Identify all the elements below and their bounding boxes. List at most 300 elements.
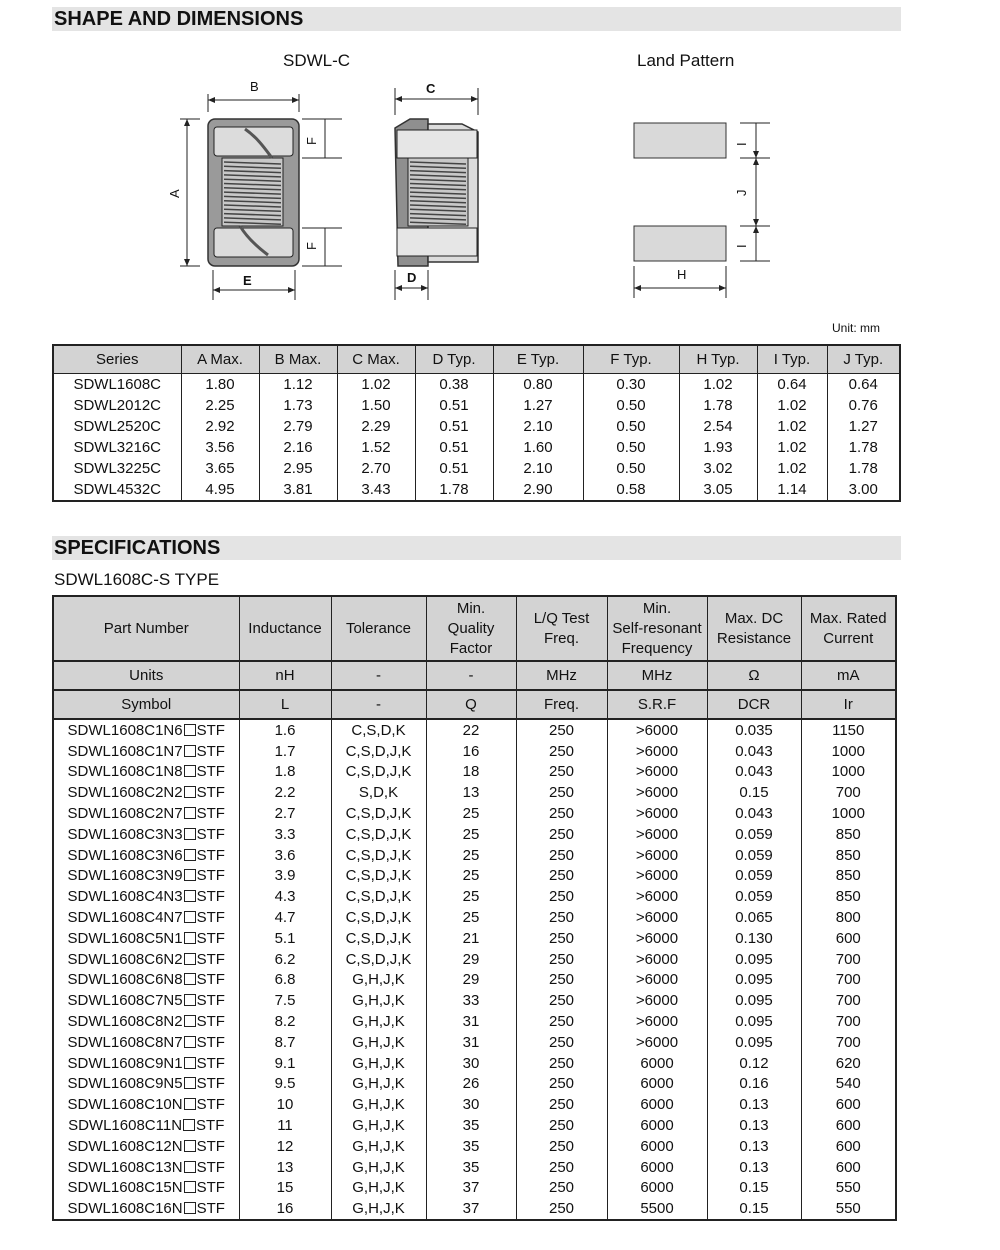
- spec-cell: 250: [516, 1115, 607, 1136]
- spec-cell: 250: [516, 970, 607, 991]
- part-number-cell: [53, 949, 239, 970]
- spec-header-cell: [53, 596, 239, 661]
- spec-cell: 250: [516, 845, 607, 866]
- part-number-prefix: SDWL1608C15N: [67, 1179, 183, 1197]
- table-row: [53, 479, 900, 501]
- dim-cell: 3.05: [679, 479, 757, 501]
- dim-cell: 2.16: [259, 437, 337, 458]
- spec-cell: C,S,D,J,K: [331, 803, 426, 824]
- spec-cell: 35: [426, 1136, 516, 1157]
- spec-cell: 6.8: [239, 970, 331, 991]
- dim-cell: 2.92: [181, 416, 259, 437]
- table-row: [53, 1198, 896, 1220]
- part-number-prefix: SDWL1608C6N8: [67, 971, 183, 989]
- spec-cell: G,H,J,K: [331, 990, 426, 1011]
- dim-cell: 0.58: [583, 479, 679, 501]
- spec-cell: >6000: [607, 845, 707, 866]
- part-number-cell: [53, 782, 239, 803]
- tolerance-placeholder-box: [184, 953, 196, 965]
- spec-cell: >6000: [607, 824, 707, 845]
- part-number-suffix: STF: [196, 1033, 225, 1051]
- table-row: [53, 990, 896, 1011]
- dim-cell: 3.65: [181, 458, 259, 479]
- spec-units-cell: nH: [239, 661, 331, 690]
- spec-cell: 5.1: [239, 928, 331, 949]
- spec-cell: 0.095: [707, 970, 801, 991]
- spec-header-cell: [707, 596, 801, 661]
- table-row: [53, 741, 896, 762]
- dim-cell: 0.80: [493, 374, 583, 396]
- dim-cell: 1.02: [757, 458, 827, 479]
- spec-cell: 550: [801, 1198, 896, 1220]
- dim-cell: 1.78: [827, 458, 900, 479]
- spec-cell: 6000: [607, 1157, 707, 1178]
- tolerance-placeholder-box: [184, 765, 196, 777]
- label-h: H: [677, 267, 687, 282]
- spec-cell: G,H,J,K: [331, 1115, 426, 1136]
- spec-cell: 18: [426, 762, 516, 783]
- dim-cell: 2.29: [337, 416, 415, 437]
- spec-cell: 0.130: [707, 928, 801, 949]
- dim-cell: 1.78: [415, 479, 493, 501]
- dim-cell: 2.90: [493, 479, 583, 501]
- table-row: [53, 1115, 896, 1136]
- table-row: [53, 824, 896, 845]
- spec-cell: 250: [516, 782, 607, 803]
- spec-cell: 600: [801, 1094, 896, 1115]
- spec-symbols-cell: Q: [426, 690, 516, 719]
- table-row: [53, 1178, 896, 1199]
- dim-header-cell: B Max.: [259, 345, 337, 374]
- dim-cell: SDWL3216C: [53, 437, 181, 458]
- spec-cell: 0.15: [707, 1178, 801, 1199]
- dim-header-cell: H Typ.: [679, 345, 757, 374]
- spec-cell: 1.8: [239, 762, 331, 783]
- part-number-prefix: SDWL1608C8N7: [67, 1033, 183, 1051]
- dim-cell: SDWL1608C: [53, 374, 181, 396]
- spec-header-line: Min.: [456, 599, 486, 617]
- label-f-top: F: [304, 137, 319, 145]
- tolerance-placeholder-box: [184, 1140, 196, 1152]
- dim-cell: 1.12: [259, 374, 337, 396]
- land-pattern-title: Land Pattern: [637, 51, 735, 70]
- spec-cell: 3.9: [239, 866, 331, 887]
- dim-cell: 0.64: [757, 374, 827, 396]
- dim-cell: 2.70: [337, 458, 415, 479]
- spec-cell: C,S,D,J,K: [331, 949, 426, 970]
- dim-cell: 0.50: [583, 458, 679, 479]
- dim-cell: 1.73: [259, 395, 337, 416]
- dim-cell: 3.43: [337, 479, 415, 501]
- spec-cell: 250: [516, 803, 607, 824]
- tolerance-placeholder-box: [184, 932, 196, 944]
- spec-header-line: Part Number: [103, 619, 189, 637]
- spec-cell: 4.3: [239, 886, 331, 907]
- spec-cell: 0.16: [707, 1074, 801, 1095]
- part-number-cell: [53, 1136, 239, 1157]
- spec-cell: 250: [516, 866, 607, 887]
- spec-cell: >6000: [607, 928, 707, 949]
- part-number-prefix: SDWL1608C6N2: [67, 950, 183, 968]
- spec-cell: 6000: [607, 1074, 707, 1095]
- part-number-prefix: SDWL1608C2N2: [67, 784, 183, 802]
- part-number-prefix: SDWL1608C16N: [67, 1200, 183, 1218]
- spec-cell: >6000: [607, 803, 707, 824]
- part-number-prefix: SDWL1608C11N: [68, 1117, 183, 1135]
- spec-header-line: Max. Rated: [809, 609, 887, 627]
- spec-cell: 6000: [607, 1115, 707, 1136]
- spec-cell: >6000: [607, 1032, 707, 1053]
- spec-cell: C,S,D,J,K: [331, 928, 426, 949]
- dim-cell: 3.02: [679, 458, 757, 479]
- spec-units-cell: Ω: [707, 661, 801, 690]
- tolerance-placeholder-box: [184, 1015, 196, 1027]
- part-number-prefix: SDWL1608C13N: [67, 1158, 183, 1176]
- spec-section-title: SPECIFICATIONS: [54, 537, 221, 559]
- dim-cell: 2.10: [493, 416, 583, 437]
- spec-cell: 4.7: [239, 907, 331, 928]
- spec-cell: 25: [426, 866, 516, 887]
- table-row: [53, 458, 900, 479]
- spec-units-cell: -: [331, 661, 426, 690]
- tolerance-placeholder-box: [184, 1036, 196, 1048]
- tolerance-placeholder-box: [184, 1057, 196, 1069]
- part-number-suffix: STF: [196, 1137, 225, 1155]
- label-i-bottom: I: [734, 244, 749, 248]
- spec-cell: C,S,D,J,K: [331, 845, 426, 866]
- spec-cell: C,S,D,J,K: [331, 907, 426, 928]
- table-row: [53, 762, 896, 783]
- spec-cell: 600: [801, 1157, 896, 1178]
- table-row: [53, 416, 900, 437]
- spec-cell: 850: [801, 866, 896, 887]
- part-number-suffix: STF: [196, 1117, 225, 1135]
- spec-cell: 3.6: [239, 845, 331, 866]
- spec-cell: >6000: [607, 782, 707, 803]
- spec-cell: C,S,D,J,K: [331, 886, 426, 907]
- part-number-cell: [53, 845, 239, 866]
- table-row: [53, 866, 896, 887]
- dim-cell: 2.25: [181, 395, 259, 416]
- spec-units-cell: mA: [801, 661, 896, 690]
- dim-header-cell: A Max.: [181, 345, 259, 374]
- spec-cell: 250: [516, 762, 607, 783]
- spec-cell: 250: [516, 1178, 607, 1199]
- dim-cell: 1.93: [679, 437, 757, 458]
- spec-header-row: [53, 596, 896, 661]
- spec-cell: 5500: [607, 1198, 707, 1220]
- spec-cell: 12: [239, 1136, 331, 1157]
- table-row: [53, 1136, 896, 1157]
- table-row: [53, 1074, 896, 1095]
- dim-cell: 1.02: [337, 374, 415, 396]
- spec-cell: 1000: [801, 803, 896, 824]
- dim-cell: SDWL3225C: [53, 458, 181, 479]
- spec-cell: 250: [516, 1136, 607, 1157]
- dim-header-cell: E Typ.: [493, 345, 583, 374]
- spec-cell: 0.035: [707, 719, 801, 741]
- tolerance-placeholder-box: [184, 828, 196, 840]
- spec-header-line: Max. DC: [724, 609, 784, 627]
- spec-cell: 250: [516, 928, 607, 949]
- part-number-cell: [53, 1032, 239, 1053]
- spec-cell: 11: [239, 1115, 331, 1136]
- spec-cell: 0.095: [707, 990, 801, 1011]
- part-number-suffix: STF: [196, 992, 225, 1010]
- part-number-cell: [53, 866, 239, 887]
- spec-symbols-cell: Freq.: [516, 690, 607, 719]
- spec-cell: C,S,D,J,K: [331, 741, 426, 762]
- dim-header-cell: I Typ.: [757, 345, 827, 374]
- tolerance-placeholder-box: [184, 745, 196, 757]
- dim-cell: 0.51: [415, 395, 493, 416]
- part-number-cell: [53, 1053, 239, 1074]
- spec-symbols-cell: S.R.F: [607, 690, 707, 719]
- spec-header-line: Self-resonant: [612, 619, 702, 637]
- part-number-suffix: STF: [196, 909, 225, 927]
- label-f-bottom: F: [304, 242, 319, 250]
- part-number-prefix: SDWL1608C9N1: [67, 1054, 183, 1072]
- part-number-suffix: STF: [196, 825, 225, 843]
- spec-cell: 600: [801, 1115, 896, 1136]
- tolerance-placeholder-box: [184, 994, 196, 1006]
- part-number-suffix: STF: [196, 1013, 225, 1031]
- part-number-prefix: SDWL1608C3N3: [67, 825, 183, 843]
- part-number-suffix: STF: [196, 950, 225, 968]
- spec-cell: 700: [801, 990, 896, 1011]
- spec-cell: 0.13: [707, 1094, 801, 1115]
- part-number-cell: [53, 970, 239, 991]
- part-number-cell: [53, 886, 239, 907]
- spec-cell: 550: [801, 1178, 896, 1199]
- part-number-prefix: SDWL1608C5N1: [67, 929, 183, 947]
- tolerance-placeholder-box: [184, 911, 196, 923]
- part-number-suffix: STF: [196, 1200, 225, 1218]
- spec-cell: 600: [801, 1136, 896, 1157]
- part-number-cell: [53, 824, 239, 845]
- spec-cell: 0.095: [707, 1011, 801, 1032]
- spec-cell: 250: [516, 741, 607, 762]
- spec-header-cell: [426, 596, 516, 661]
- part-number-suffix: STF: [196, 971, 225, 989]
- spec-cell: 16: [426, 741, 516, 762]
- spec-cell: 1000: [801, 741, 896, 762]
- part-number-prefix: SDWL1608C8N2: [67, 1013, 183, 1031]
- part-number-suffix: STF: [196, 805, 225, 823]
- spec-cell: 10: [239, 1094, 331, 1115]
- part-number-prefix: SDWL1608C7N5: [67, 992, 183, 1010]
- spec-header-line: Factor: [449, 639, 493, 657]
- spec-cell: 35: [426, 1115, 516, 1136]
- dim-cell: 1.02: [757, 395, 827, 416]
- spec-units-cell: Units: [53, 661, 239, 690]
- spec-cell: 8.7: [239, 1032, 331, 1053]
- part-number-suffix: STF: [196, 721, 225, 739]
- spec-cell: >6000: [607, 719, 707, 741]
- spec-header-line: Frequency: [621, 639, 693, 657]
- shape-section-title: SHAPE AND DIMENSIONS: [54, 8, 304, 30]
- dim-cell: 0.76: [827, 395, 900, 416]
- table-row: [53, 886, 896, 907]
- spec-symbols-cell: -: [331, 690, 426, 719]
- spec-cell: 250: [516, 824, 607, 845]
- spec-cell: 2.7: [239, 803, 331, 824]
- spec-cell: 700: [801, 970, 896, 991]
- sdwl-figure-title: SDWL-C: [283, 51, 351, 70]
- spec-cell: 16: [239, 1198, 331, 1220]
- spec-cell: 22: [426, 719, 516, 741]
- spec-cell: 700: [801, 949, 896, 970]
- spec-cell: 250: [516, 1094, 607, 1115]
- spec-cell: 33: [426, 990, 516, 1011]
- dim-cell: 1.80: [181, 374, 259, 396]
- spec-cell: 700: [801, 782, 896, 803]
- spec-units-row: [53, 661, 896, 690]
- spec-cell: 700: [801, 1011, 896, 1032]
- dim-cell: 1.78: [679, 395, 757, 416]
- spec-cell: G,H,J,K: [331, 1053, 426, 1074]
- part-number-suffix: STF: [196, 867, 225, 885]
- spec-cell: 850: [801, 886, 896, 907]
- table-row: [53, 374, 900, 396]
- table-row: [53, 845, 896, 866]
- spec-header-cell: [239, 596, 331, 661]
- spec-cell: 0.059: [707, 866, 801, 887]
- table-row: [53, 949, 896, 970]
- tolerance-placeholder-box: [184, 724, 196, 736]
- spec-cell: >6000: [607, 970, 707, 991]
- table-row: [53, 1157, 896, 1178]
- part-number-prefix: SDWL1608C3N9: [67, 867, 183, 885]
- spec-cell: 6000: [607, 1136, 707, 1157]
- dim-cell: 0.51: [415, 437, 493, 458]
- spec-cell: 25: [426, 803, 516, 824]
- spec-cell: 0.13: [707, 1136, 801, 1157]
- spec-header-line: Min.: [642, 599, 672, 617]
- spec-cell: C,S,D,K: [331, 719, 426, 741]
- dim-cell: 1.02: [679, 374, 757, 396]
- part-number-cell: [53, 741, 239, 762]
- label-j: J: [734, 189, 749, 196]
- dim-cell: 0.50: [583, 395, 679, 416]
- spec-cell: 250: [516, 990, 607, 1011]
- spec-cell: S,D,K: [331, 782, 426, 803]
- specifications-table: [52, 595, 897, 1221]
- spec-header-line: Tolerance: [345, 619, 412, 637]
- spec-cell: 1.6: [239, 719, 331, 741]
- part-number-prefix: SDWL1608C1N8: [67, 763, 183, 781]
- spec-cell: 0.043: [707, 762, 801, 783]
- spec-cell: 7.5: [239, 990, 331, 1011]
- part-number-cell: [53, 907, 239, 928]
- table-row: [53, 782, 896, 803]
- spec-cell: 250: [516, 1032, 607, 1053]
- tolerance-placeholder-box: [184, 1161, 196, 1173]
- tolerance-placeholder-box: [184, 973, 196, 985]
- spec-cell: >6000: [607, 741, 707, 762]
- part-number-suffix: STF: [196, 846, 225, 864]
- spec-cell: 25: [426, 886, 516, 907]
- spec-cell: 250: [516, 886, 607, 907]
- spec-cell: 0.043: [707, 803, 801, 824]
- part-number-prefix: SDWL1608C9N5: [67, 1075, 183, 1093]
- label-i-top: I: [734, 142, 749, 146]
- spec-cell: 0.13: [707, 1115, 801, 1136]
- dim-cell: 1.14: [757, 479, 827, 501]
- dimensions-header-row: [53, 345, 900, 374]
- tolerance-placeholder-box: [184, 890, 196, 902]
- spec-cell: 1.7: [239, 741, 331, 762]
- spec-cell: 0.043: [707, 741, 801, 762]
- dim-cell: 1.27: [827, 416, 900, 437]
- dim-cell: 0.64: [827, 374, 900, 396]
- spec-cell: 25: [426, 824, 516, 845]
- spec-cell: G,H,J,K: [331, 1011, 426, 1032]
- dim-cell: SDWL4532C: [53, 479, 181, 501]
- part-number-prefix: SDWL1608C3N6: [67, 846, 183, 864]
- spec-cell: >6000: [607, 949, 707, 970]
- part-number-prefix: SDWL1608C4N7: [67, 909, 183, 927]
- spec-header-line: Resistance: [716, 629, 792, 647]
- dim-cell: 4.95: [181, 479, 259, 501]
- spec-cell: G,H,J,K: [331, 1136, 426, 1157]
- spec-cell: G,H,J,K: [331, 1198, 426, 1220]
- tolerance-placeholder-box: [184, 1202, 196, 1214]
- spec-cell: 21: [426, 928, 516, 949]
- part-number-suffix: STF: [196, 1179, 225, 1197]
- spec-cell: 620: [801, 1053, 896, 1074]
- table-row: [53, 719, 896, 741]
- spec-cell: 9.5: [239, 1074, 331, 1095]
- dim-cell: 0.50: [583, 416, 679, 437]
- spec-cell: 30: [426, 1094, 516, 1115]
- part-number-cell: [53, 1074, 239, 1095]
- dim-cell: 1.02: [757, 437, 827, 458]
- spec-cell: 1150: [801, 719, 896, 741]
- table-row: [53, 803, 896, 824]
- spec-symbols-row: [53, 690, 896, 719]
- dim-cell: 0.30: [583, 374, 679, 396]
- dim-header-cell: C Max.: [337, 345, 415, 374]
- table-row: [53, 907, 896, 928]
- spec-cell: 15: [239, 1178, 331, 1199]
- dim-header-cell: D Typ.: [415, 345, 493, 374]
- part-number-suffix: STF: [196, 763, 225, 781]
- dim-cell: 2.95: [259, 458, 337, 479]
- tolerance-placeholder-box: [183, 1119, 195, 1131]
- spec-cell: C,S,D,J,K: [331, 824, 426, 845]
- spec-header-line: L/Q Test: [533, 609, 590, 627]
- spec-cell: 0.059: [707, 824, 801, 845]
- spec-cell: 37: [426, 1178, 516, 1199]
- spec-header-cell: [331, 596, 426, 661]
- dim-cell: 3.56: [181, 437, 259, 458]
- spec-cell: 250: [516, 1198, 607, 1220]
- dim-cell: 1.02: [757, 416, 827, 437]
- spec-cell: 13: [426, 782, 516, 803]
- spec-type-title: SDWL1608C-S TYPE: [54, 570, 220, 589]
- spec-cell: 700: [801, 1032, 896, 1053]
- spec-cell: 29: [426, 949, 516, 970]
- spec-cell: 31: [426, 1032, 516, 1053]
- spec-cell: 37: [426, 1198, 516, 1220]
- dim-header-cell: F Typ.: [583, 345, 679, 374]
- spec-cell: 6.2: [239, 949, 331, 970]
- table-row: [53, 1032, 896, 1053]
- part-number-cell: [53, 1115, 239, 1136]
- spec-cell: 250: [516, 1053, 607, 1074]
- spec-cell: 600: [801, 928, 896, 949]
